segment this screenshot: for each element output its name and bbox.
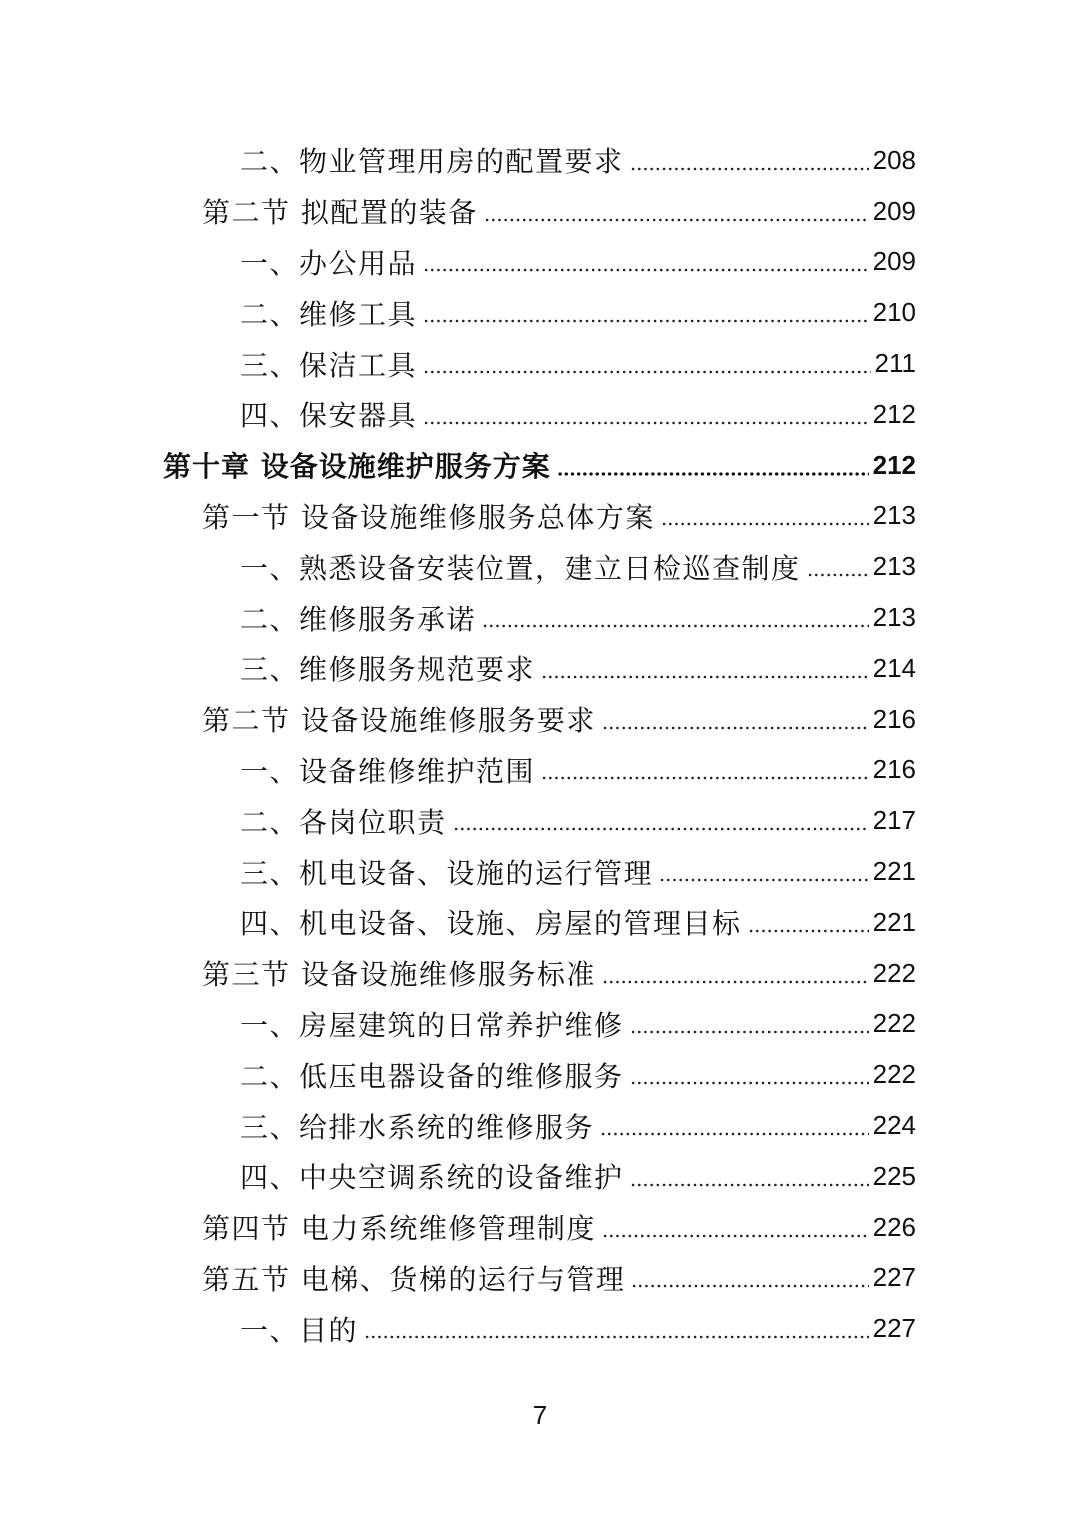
toc-entry-page: 222 [872, 1059, 916, 1090]
toc-entry-title: 三、保洁工具 [240, 348, 418, 382]
dot-leader [423, 319, 869, 323]
toc-entry[interactable] [0, 186, 1080, 237]
toc-chapter-entry[interactable] [0, 440, 1080, 491]
toc-entry-title: 第四节 电力系统维修管理制度 [202, 1212, 596, 1246]
toc-entry-page: 216 [872, 703, 916, 734]
toc-entry-page: 213 [872, 551, 916, 582]
dot-leader [482, 624, 869, 628]
table-of-contents [0, 135, 1080, 1354]
toc-entry-page: 212 [872, 398, 916, 429]
dot-leader [423, 421, 869, 425]
toc-entry-page: 211 [874, 348, 916, 379]
dot-leader [630, 1030, 869, 1034]
dot-leader [659, 878, 869, 882]
toc-entry[interactable] [0, 592, 1080, 643]
toc-entry-title: 第三节 设备设施维修服务标准 [202, 958, 596, 992]
toc-entry-title: 二、各岗位职责 [240, 805, 447, 839]
toc-entry-title: 三、维修服务规范要求 [240, 653, 536, 687]
dot-leader [807, 573, 869, 577]
toc-entry[interactable] [0, 287, 1080, 338]
toc-entry[interactable] [0, 846, 1080, 897]
toc-entry-page: 224 [872, 1110, 916, 1141]
toc-entry-page: 208 [872, 144, 916, 175]
toc-entry-page: 210 [872, 297, 916, 328]
toc-entry[interactable] [0, 795, 1080, 846]
dot-leader [631, 1284, 868, 1288]
page-number: 7 [532, 1400, 548, 1430]
toc-entry[interactable] [0, 1151, 1080, 1202]
toc-entry-title: 二、维修工具 [240, 297, 418, 331]
dot-leader [602, 726, 869, 730]
toc-entry-page: 212 [872, 449, 916, 480]
toc-entry[interactable] [0, 1253, 1080, 1304]
toc-entry-page: 216 [872, 754, 916, 785]
dot-leader [748, 929, 869, 933]
dot-leader [602, 980, 869, 984]
toc-entry[interactable] [0, 897, 1080, 948]
toc-entry[interactable] [0, 1049, 1080, 1100]
toc-entry-page: 221 [872, 856, 916, 887]
dot-leader [453, 827, 869, 831]
toc-entry[interactable] [0, 389, 1080, 440]
toc-entry-title: 四、保安器具 [240, 399, 418, 433]
toc-entry[interactable] [0, 745, 1080, 796]
dot-leader [423, 370, 871, 374]
toc-entry-title: 第十章 设备设施维护服务方案 [163, 450, 551, 484]
toc-entry-page: 227 [872, 1262, 916, 1293]
toc-entry[interactable] [0, 491, 1080, 542]
toc-entry-title: 二、物业管理用房的配置要求 [240, 145, 624, 179]
toc-entry-title: 二、维修服务承诺 [240, 602, 477, 636]
dot-leader [557, 472, 869, 476]
dot-leader [661, 522, 869, 526]
toc-entry-title: 一、办公用品 [240, 246, 418, 280]
toc-entry-title: 第一节 设备设施维修服务总体方案 [202, 500, 655, 534]
toc-entry-title: 一、熟悉设备安装位置，建立日检巡查制度 [240, 551, 801, 585]
dot-leader [541, 776, 869, 780]
dot-leader [630, 1081, 869, 1085]
toc-entry-page: 222 [872, 957, 916, 988]
dot-leader [423, 268, 869, 272]
toc-entry-page: 214 [872, 652, 916, 683]
toc-entry-title: 一、房屋建筑的日常养护维修 [240, 1008, 624, 1042]
toc-entry[interactable] [0, 948, 1080, 999]
dot-leader [541, 675, 869, 679]
toc-entry-title: 一、设备维修维护范围 [240, 754, 536, 788]
toc-entry[interactable] [0, 643, 1080, 694]
toc-entry-title: 四、机电设备、设施、房屋的管理目标 [240, 907, 742, 941]
dot-leader [630, 1183, 869, 1187]
toc-entry-title: 四、中央空调系统的设备维护 [240, 1161, 624, 1195]
toc-entry[interactable] [0, 999, 1080, 1050]
toc-entry-title: 第五节 电梯、货梯的运行与管理 [202, 1262, 626, 1296]
dot-leader [364, 1335, 869, 1339]
toc-entry[interactable] [0, 541, 1080, 592]
toc-entry[interactable] [0, 1100, 1080, 1151]
toc-entry-page: 226 [872, 1211, 916, 1242]
toc-entry-page: 213 [872, 602, 916, 633]
toc-entry-title: 三、机电设备、设施的运行管理 [240, 856, 654, 890]
toc-entry-title: 三、给排水系统的维修服务 [240, 1110, 595, 1144]
toc-entry-page: 209 [872, 195, 916, 226]
toc-entry-page: 213 [872, 500, 916, 531]
toc-entry-title: 二、低压电器设备的维修服务 [240, 1059, 624, 1093]
toc-entry-title: 第二节 拟配置的装备 [202, 196, 478, 230]
toc-entry[interactable] [0, 338, 1080, 389]
toc-entry[interactable] [0, 1202, 1080, 1253]
dot-leader [602, 1234, 869, 1238]
toc-entry-page: 227 [872, 1313, 916, 1344]
toc-entry-title: 一、目的 [240, 1313, 359, 1347]
dot-leader [630, 167, 869, 171]
toc-entry-page: 217 [872, 805, 916, 836]
toc-entry[interactable] [0, 694, 1080, 745]
toc-entry[interactable] [0, 237, 1080, 288]
toc-entry-page: 209 [872, 246, 916, 277]
toc-entry[interactable] [0, 135, 1080, 186]
toc-entry-page: 222 [872, 1008, 916, 1039]
toc-entry-page: 221 [872, 906, 916, 937]
dot-leader [484, 218, 869, 222]
toc-entry-page: 225 [872, 1160, 916, 1191]
dot-leader [600, 1132, 869, 1136]
toc-entry-title: 第二节 设备设施维修服务要求 [202, 704, 596, 738]
toc-entry[interactable] [0, 1303, 1080, 1354]
